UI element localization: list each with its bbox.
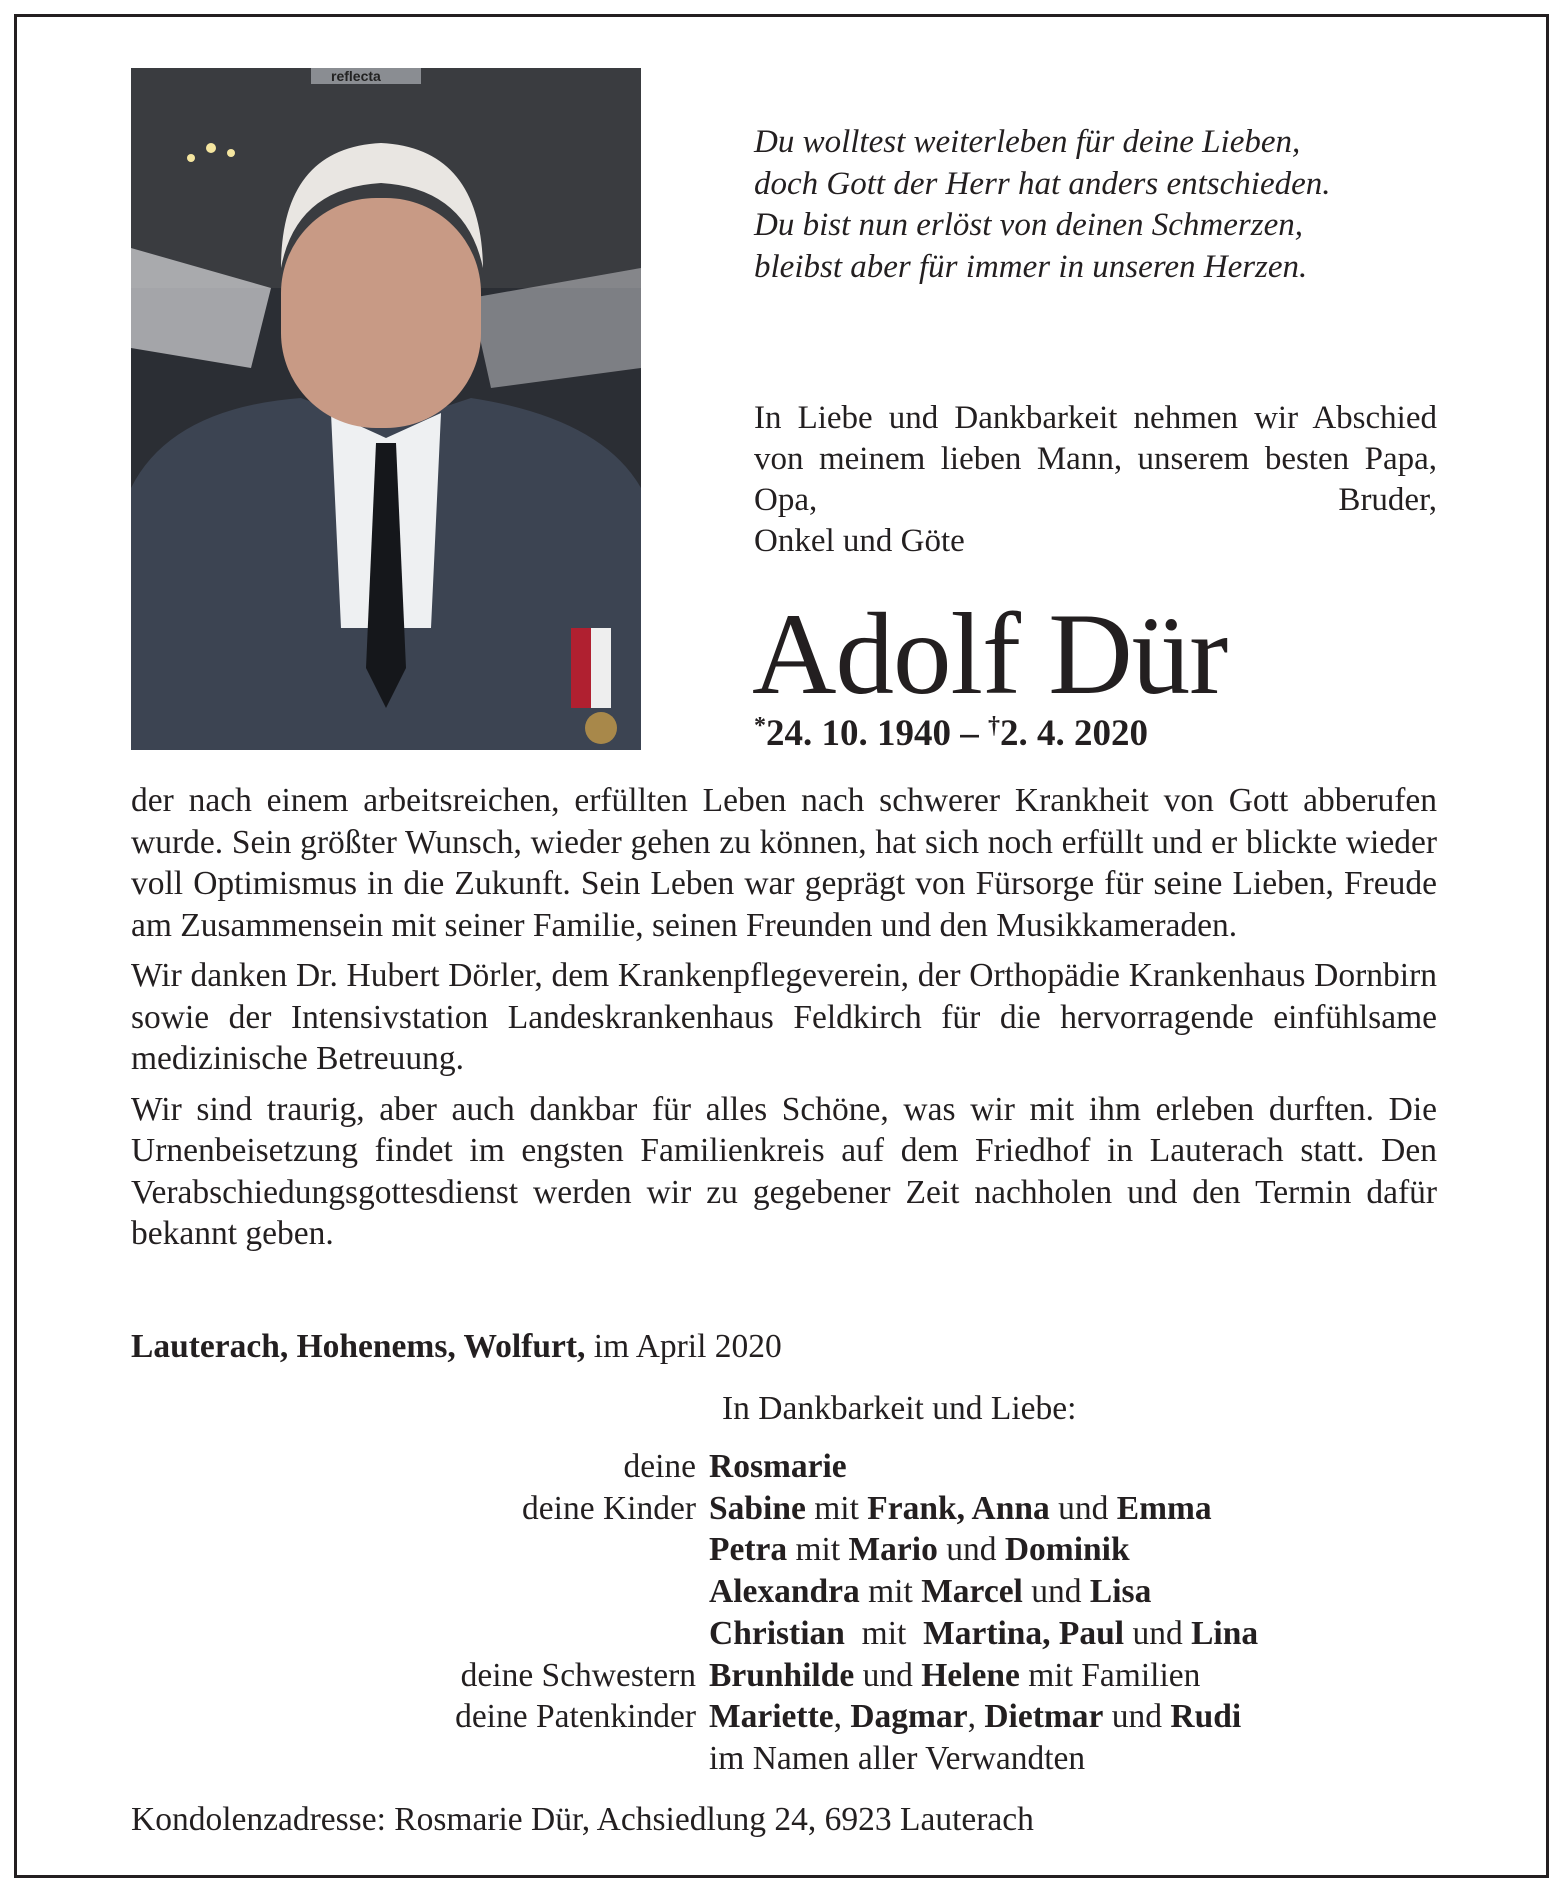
birth-date: 24. 10. 1940 (766, 713, 951, 754)
poem-line: Du bist nun erlöst von deinen Schmerzen, (754, 207, 1303, 243)
condolence-address: Kondolenzadresse: Rosmarie Dür, Achsiedlung 24, 6923 Lauterach (131, 1801, 1034, 1838)
relation-label (0, 1571, 709, 1613)
closing-line: In Dankbarkeit und Liebe: (722, 1390, 1077, 1427)
relation-label: deine Schwestern (460, 1656, 696, 1694)
intro-last-line: Onkel und Göte (754, 523, 965, 559)
mourner-row (0, 1738, 1567, 1780)
mourner-names (709, 1655, 1200, 1697)
mourner-name: Christian (709, 1614, 845, 1652)
mourner-name: Frank, Anna (867, 1489, 1050, 1527)
mourner-name: Dagmar (850, 1698, 968, 1736)
life-dates (754, 712, 1148, 755)
mourner-name: Emma (1116, 1489, 1212, 1527)
mourner-name: Brunhilde (709, 1656, 855, 1694)
intro-body: In Liebe und Dankbarkeit nehmen wir Abschied von meinem lieben Mann, unserem besten Papa, Opa, Bruder, (754, 400, 1437, 518)
mourner-name: Petra (709, 1531, 788, 1569)
poem (754, 122, 1474, 288)
mourner-names (709, 1613, 1258, 1655)
body-paragraph: Wir danken Dr. Hubert Dörler, dem Krankenpflegeverein, der Orthopädie Krankenhaus Dornbirn sowie der Intensivstation Landeskrankenhaus Feldkirch für die hervorragende einfühlsame medizinische Betreuung. (131, 957, 1437, 1077)
relation-label: deine (623, 1448, 696, 1485)
connector-text: und (1022, 1573, 1090, 1611)
mourner-name: Alexandra (709, 1573, 860, 1611)
connector-text: und (854, 1656, 922, 1694)
connector-text: mit Familien (1019, 1656, 1201, 1694)
poem-line: doch Gott der Herr hat anders entschieden. (754, 165, 1331, 202)
body-paragraph: Wir sind traurig, aber auch dankbar für alles Schöne, was wir mit ihm erleben durften. Die Urnenbeisetzung findet im engsten Familienkreis auf dem Friedhof in Lauterach statt. Den Verabschiedungsgottesdienst werden wir zu gegebener Zeit nachholen und den Termin dafür bekannt geben. (131, 1090, 1437, 1252)
towns: Lauterach, Hohenems, Wolfurt, (131, 1328, 586, 1365)
intro-text (754, 398, 1437, 562)
mourner-row (0, 1696, 1567, 1738)
connector-text: mit (844, 1614, 924, 1652)
mourner-row (0, 1529, 1567, 1571)
mourner-row (0, 1446, 1567, 1488)
month-year: im April 2020 (585, 1328, 782, 1365)
mourner-names (709, 1571, 1151, 1613)
poem-line: Du wolltest weiterleben für deine Lieben, (754, 124, 1301, 160)
deceased-name: Adolf Dür (752, 590, 1228, 719)
mourner-name: Dietmar (984, 1698, 1104, 1736)
mourner-row (0, 1613, 1567, 1655)
mourner-name: Martina, Paul (923, 1614, 1125, 1652)
connector-text: und (1049, 1489, 1117, 1527)
place-date-line (131, 1328, 782, 1366)
relation-label: deine Kinder (522, 1489, 696, 1527)
connector-text: mit (787, 1531, 849, 1569)
mourner-name: Lisa (1089, 1573, 1152, 1611)
connector-text: und (1124, 1614, 1192, 1652)
death-date: 2. 4. 2020 (1000, 713, 1148, 754)
mourner-name: Marcel (921, 1573, 1023, 1611)
photo-sign-text: reflecta (331, 68, 381, 84)
mourner-name: Sabine (709, 1489, 806, 1527)
mourner-row (0, 1488, 1567, 1530)
mourner-name: Rosmarie (709, 1448, 847, 1485)
mourner-names (709, 1529, 1130, 1571)
portrait-photo (131, 68, 641, 750)
mourner-name: Mario (848, 1531, 938, 1569)
connector-text: und (1103, 1698, 1171, 1736)
mourner-names (709, 1446, 847, 1488)
relation-label (0, 1613, 709, 1655)
connector-text: , (833, 1698, 851, 1736)
mourner-row (0, 1571, 1567, 1613)
connector-text: und (937, 1531, 1005, 1569)
relation-label (0, 1529, 709, 1571)
connector-text: mit (805, 1489, 868, 1527)
mourner-names (709, 1488, 1212, 1530)
body-paragraph: der nach einem arbeitsreichen, erfüllten Leben nach schwerer Krankheit von Gott abberufen wurde. Sein größter Wunsch, wieder gehen zu können, hat sich noch erfüllt und er blickte wieder voll Optimismus in die Zukunft. Sein Leben war geprägt von Fürsorge für seine Lieben, Freude am Zusammensein mit seiner Familie, seinen Freunden und den Musikkameraden. (131, 782, 1437, 944)
death-symbol: † (988, 713, 1000, 739)
obituary-body (131, 780, 1437, 1264)
mourner-name: Mariette (709, 1698, 834, 1736)
relation-label: deine Patenkinder (455, 1698, 696, 1736)
poem-line: bleibst aber für immer in unseren Herzen. (754, 248, 1308, 285)
mourner-name: Rudi (1170, 1698, 1242, 1736)
mourner-name: Lina (1191, 1614, 1259, 1652)
connector-text: mit (859, 1573, 922, 1611)
mourner-name: Helene (921, 1656, 1020, 1694)
date-dash: – (951, 713, 988, 754)
connector-text: , (967, 1698, 985, 1736)
relation-label (0, 1738, 709, 1780)
mourners-list (0, 1446, 1567, 1780)
mourner-name: Dominik (1004, 1531, 1130, 1569)
birth-symbol: * (754, 713, 766, 739)
connector-text: im Namen aller Verwandten (709, 1739, 1086, 1777)
mourner-names (709, 1738, 1085, 1780)
mourner-names (709, 1696, 1241, 1738)
mourner-row (0, 1655, 1567, 1697)
